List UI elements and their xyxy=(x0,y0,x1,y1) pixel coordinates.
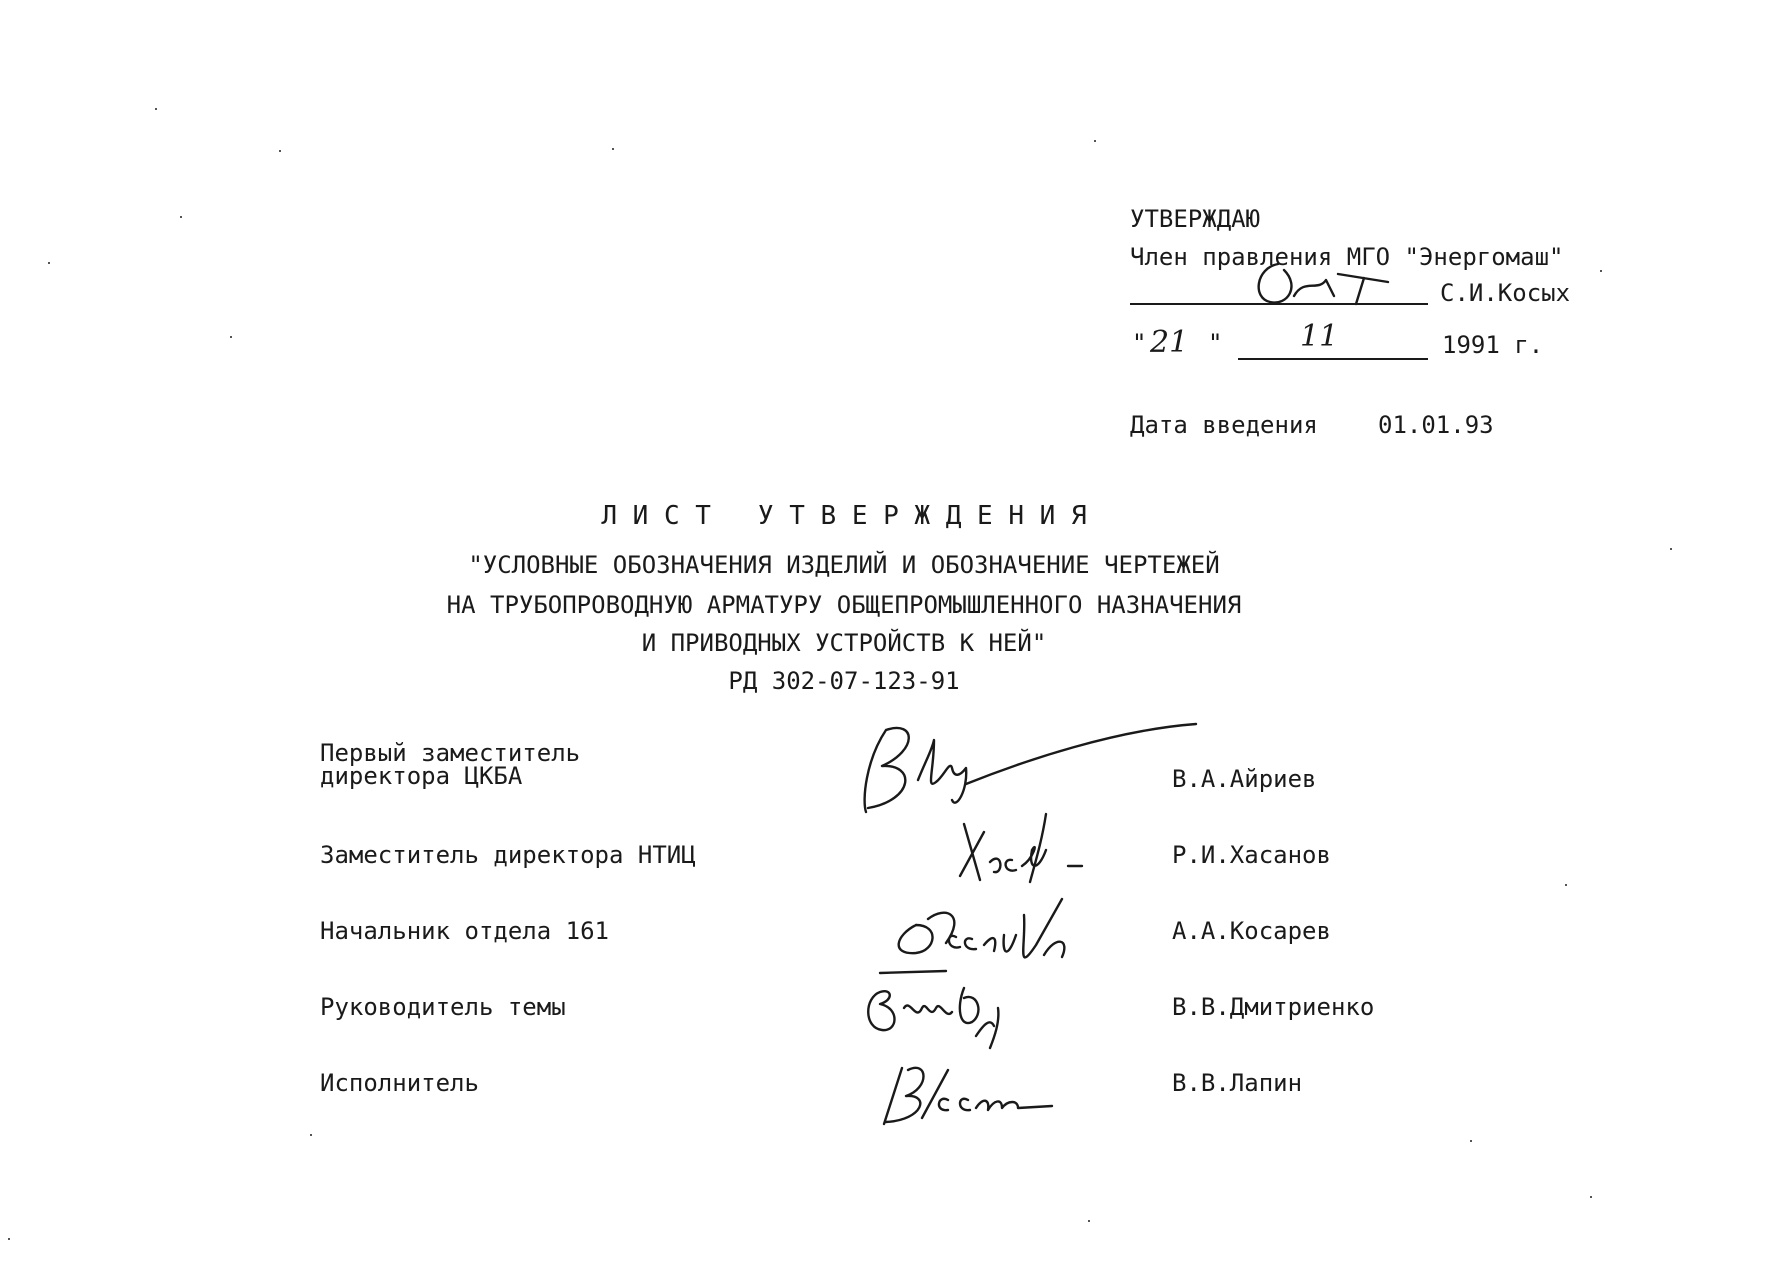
signatory-name-3: А.А.Косарев xyxy=(1172,917,1331,945)
scan-speck xyxy=(1094,140,1096,142)
signatory-position-4: Руководитель темы xyxy=(320,993,566,1021)
signatory-position-2: Заместитель директора НТИЦ xyxy=(320,841,696,869)
approver-position: Член правления МГО "Энергомаш" xyxy=(1130,243,1564,271)
approver-signature xyxy=(1248,256,1398,316)
signatory-name-1: В.А.Айриев xyxy=(1172,765,1317,793)
subject-line-3: И ПРИВОДНЫХ УСТРОЙСТВ К НЕЙ" xyxy=(641,629,1047,657)
scan-speck xyxy=(310,1134,312,1136)
signature-5 xyxy=(878,1060,1068,1130)
approve-heading: УТВЕРЖДАЮ xyxy=(1130,205,1261,233)
date-day: 21 xyxy=(1150,325,1189,360)
scan-speck xyxy=(1600,270,1602,272)
scan-speck xyxy=(180,216,182,218)
subject-line-2: НА ТРУБОПРОВОДНУЮ АРМАТУРУ ОБЩЕПРОМЫШЛЕННОГО НАЗНАЧЕНИЯ xyxy=(446,591,1242,619)
scan-speck xyxy=(1565,884,1567,886)
scan-speck xyxy=(1670,548,1672,550)
signature-1 xyxy=(856,720,1206,820)
signatory-name-2: Р.И.Хасанов xyxy=(1172,841,1331,869)
scan-speck xyxy=(1088,1220,1090,1222)
date-quote-close: " xyxy=(1208,329,1223,357)
document-code: РД 302-07-123-91 xyxy=(728,667,960,695)
scan-speck xyxy=(612,148,614,150)
signatory-position-1: Первый заместитель директора ЦКБА xyxy=(320,739,581,790)
signature-4 xyxy=(860,978,1020,1048)
scan-speck xyxy=(8,1238,10,1240)
signature-3 xyxy=(876,895,1106,985)
signatory-name-4: В.В.Дмитриенко xyxy=(1172,993,1375,1021)
date-year: 1991 г. xyxy=(1442,331,1544,359)
introduction-date-label: Дата введения xyxy=(1130,411,1318,439)
signature-2 xyxy=(950,810,1100,890)
signatory-name-5: В.В.Лапин xyxy=(1172,1069,1303,1097)
introduction-date: 01.01.93 xyxy=(1378,411,1494,439)
signatory-position-5: Исполнитель xyxy=(320,1069,479,1097)
subject-line-1: "УСЛОВНЫЕ ОБОЗНАЧЕНИЯ ИЗДЕЛИЙ И ОБОЗНАЧЕНИЕ ЧЕРТЕЖЕЙ xyxy=(468,551,1220,579)
scan-speck xyxy=(48,262,50,264)
scan-speck xyxy=(155,108,157,110)
date-month: 11 xyxy=(1300,319,1339,354)
signatory-position-3: Начальник отдела 161 xyxy=(320,917,609,945)
date-quote-open: " xyxy=(1132,329,1147,357)
sheet-title: Л И С Т У Т В Е Р Ж Д Е Н И Я xyxy=(601,501,1087,531)
scan-speck xyxy=(1590,1196,1592,1198)
scan-speck xyxy=(230,336,232,338)
scan-speck xyxy=(1470,1140,1472,1142)
approver-name: С.И.Косых xyxy=(1440,279,1571,307)
scan-speck xyxy=(279,150,281,152)
date-month-line xyxy=(1238,358,1428,360)
